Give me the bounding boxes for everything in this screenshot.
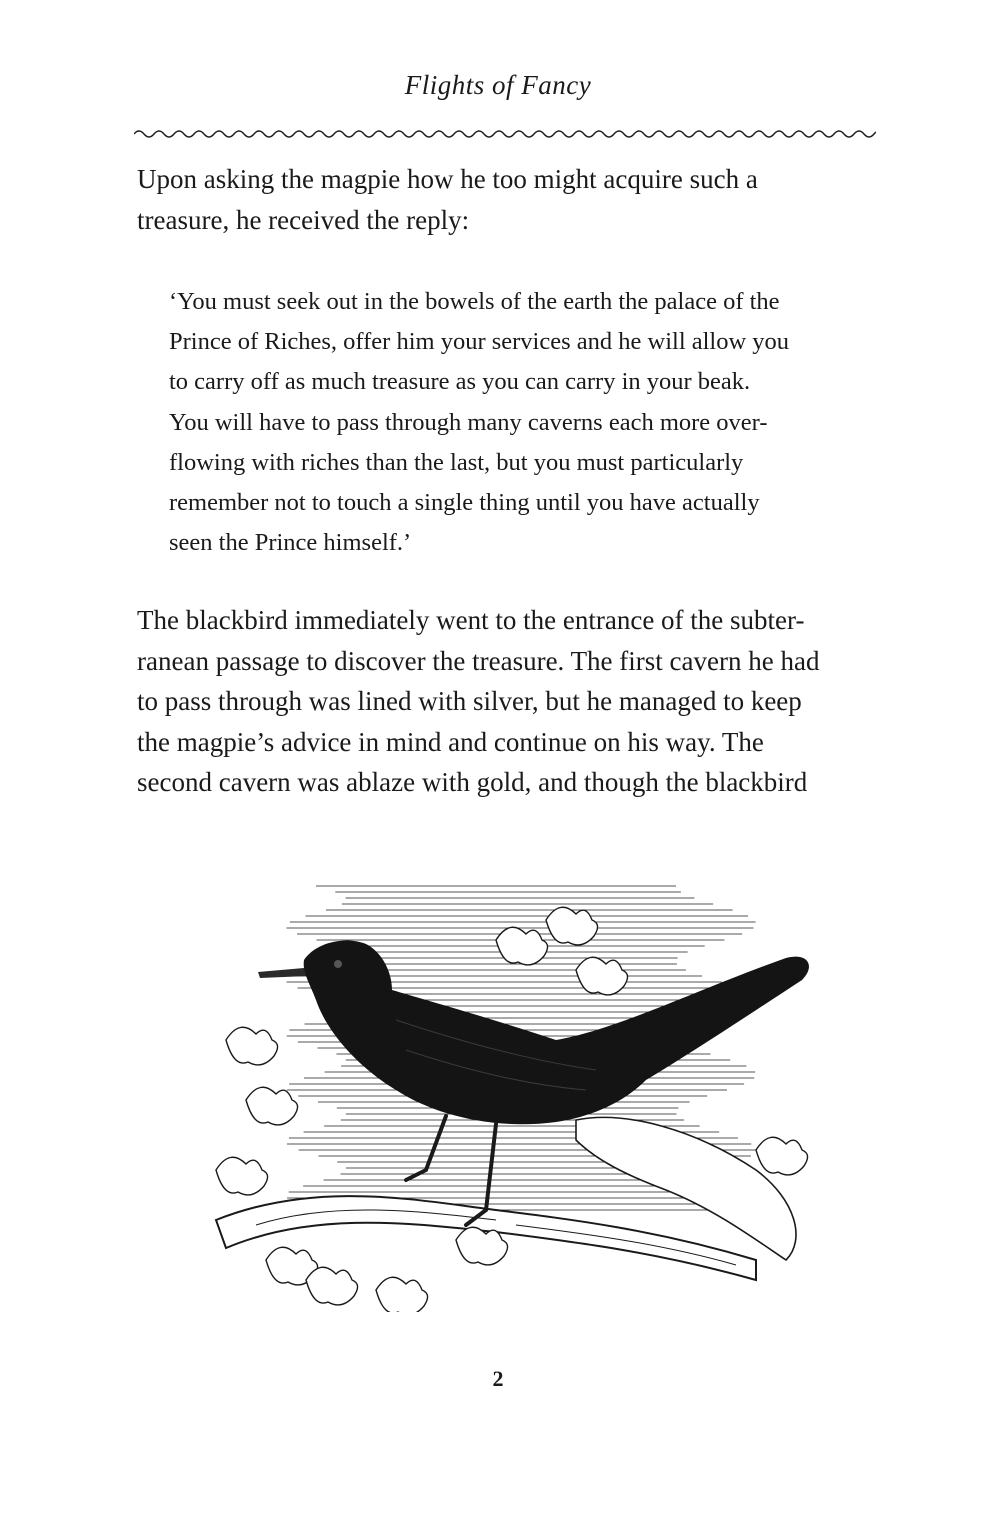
leaf-shape — [576, 957, 628, 995]
wavy-rule-divider — [134, 126, 876, 142]
paragraph-cavern — [137, 600, 876, 803]
paragraph-intro — [137, 159, 876, 240]
leaf-shape — [496, 927, 548, 965]
paragraph-cavern-line: the magpie’s advice in mind and continue on his way. The — [137, 726, 764, 757]
leaf-shape — [246, 1087, 298, 1125]
block-quote-line: seen the Prince himself.’ — [169, 529, 412, 557]
running-head-title: Flights of Fancy — [404, 70, 592, 100]
page-number: 2 — [492, 1366, 504, 1391]
paragraph-cavern-line: second cavern was ablaze with gold, and though the blackbird — [137, 767, 808, 797]
blackbird-engraving-icon — [196, 880, 821, 1312]
leaf-shape — [756, 1137, 808, 1175]
leaf-shape — [216, 1157, 268, 1195]
paragraph-cavern-line: to pass through was lined with silver, but he managed to keep — [137, 686, 802, 716]
block-quote — [169, 282, 844, 563]
block-quote-line: flowing with riches than the last, but you must particularly — [169, 448, 744, 476]
paragraph-cavern-line: The blackbird immediately went to the entrance of the subter- — [137, 605, 805, 635]
paragraph-intro-line: Upon asking the magpie how he too might acquire such a — [137, 164, 758, 194]
leaf-shape — [306, 1267, 358, 1305]
leaf-shape — [376, 1277, 428, 1312]
block-quote-line: remember not to touch a single thing until you have actually — [169, 489, 760, 517]
paragraph-cavern-line: ranean passage to discover the treasure. The first cavern he had — [137, 645, 820, 676]
block-quote-line: ‘You must seek out in the bowels of the earth the palace of the — [169, 288, 780, 315]
paragraph-intro-line: treasure, he received the reply: — [137, 204, 470, 235]
leaf-shape — [226, 1027, 278, 1065]
block-quote-line: Prince of Riches, offer him your services and he will allow you — [169, 328, 790, 356]
leaf-shape — [546, 907, 598, 945]
block-quote-line: to carry off as much treasure as you can carry in your beak. — [169, 368, 751, 396]
block-quote-line: You will have to pass through many caverns each more over- — [169, 408, 768, 436]
